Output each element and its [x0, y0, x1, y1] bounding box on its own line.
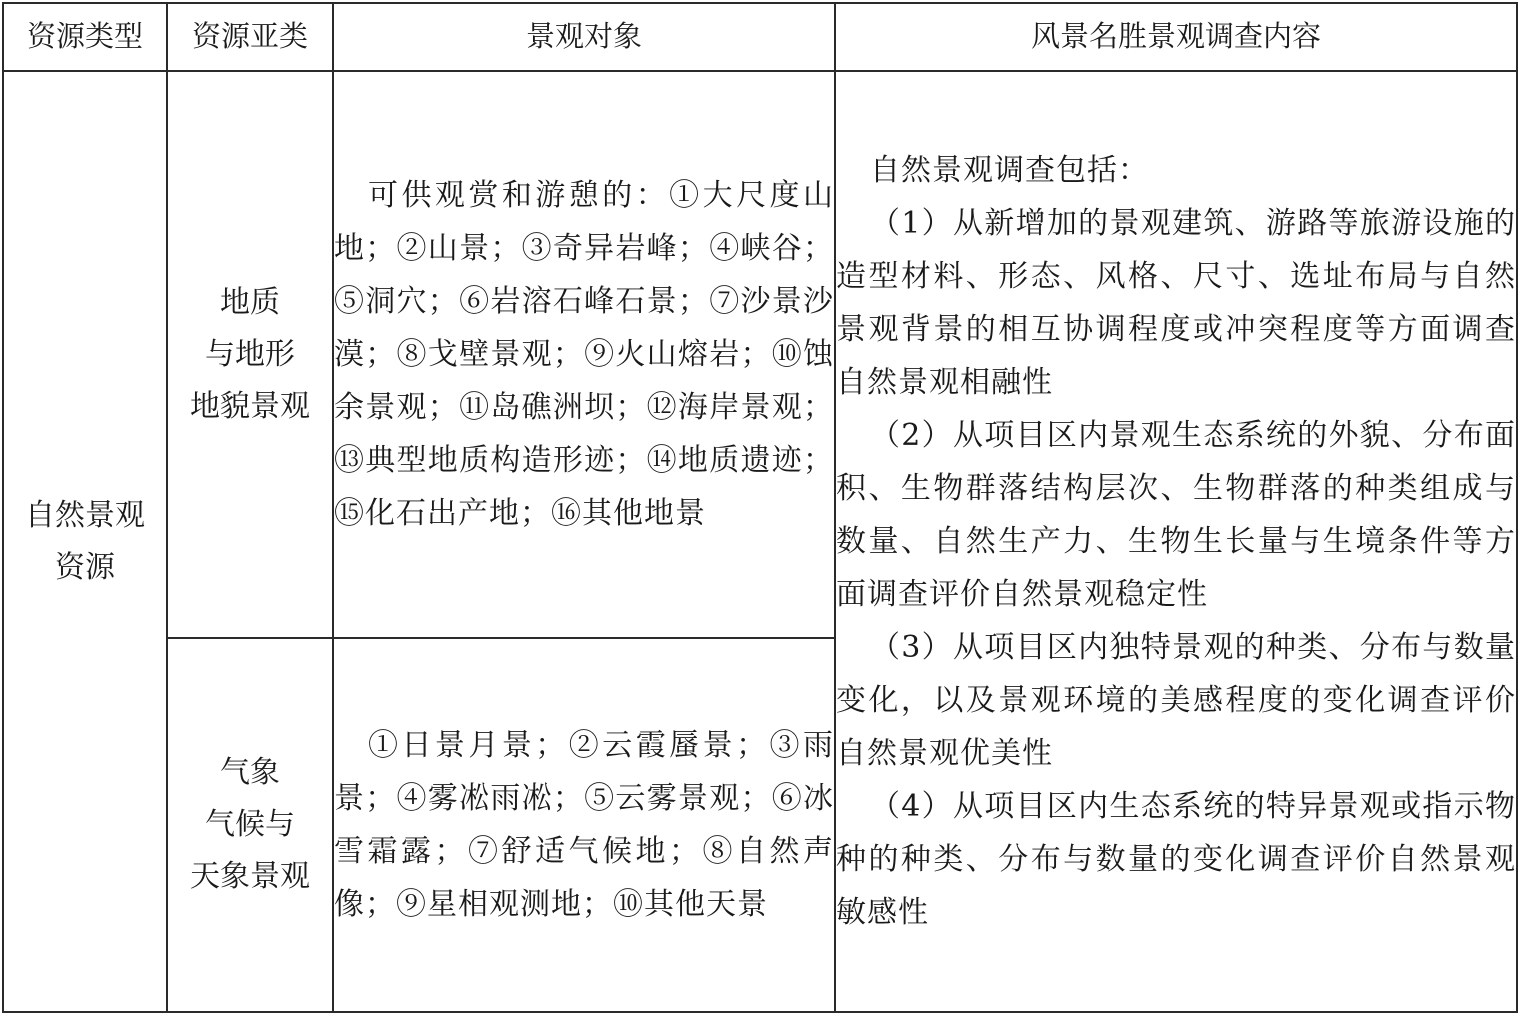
objects-weather-text: ①日景月景；②云霞蜃景；③雨景；④雾凇雨凇；⑤云雾景观；⑥冰雪霜露；⑦舒适气候地；⑧自然声像；⑨星相观测地；⑩其他天景	[334, 728, 834, 922]
subtype-weather-cell	[167, 638, 333, 1012]
resource-type-line: 资源	[55, 549, 115, 585]
subtype-label-line: 气象	[220, 755, 280, 790]
subtype-label-line: 与地形	[205, 336, 295, 372]
objects-geology-cell	[333, 71, 835, 638]
survey-content-cell	[835, 71, 1517, 1012]
survey-intro: 自然景观调查包括：	[870, 153, 1149, 188]
objects-geology-text: 可供观赏和游憩的：①大尺度山地；②山景；③奇异岩峰；④峡谷；⑤洞穴；⑥岩溶石峰石景；⑦沙景沙漠；⑧戈壁景观；⑨火山熔岩；⑩蚀余景观；⑪岛礁洲坝；⑫海岸景观；⑬典型地质构造形迹；⑭地质遗迹；⑮化石出产地；⑯其他地景	[334, 178, 834, 531]
survey-item-3: （3）从项目区内独特景观的种类、分布与数量变化，以及景观环境的美感程度的变化调查评价自然景观优美性	[836, 630, 1516, 771]
header-landscape-object: 景观对象	[333, 3, 835, 71]
header-survey-content: 风景名胜景观调查内容	[835, 3, 1517, 71]
table-header-row	[3, 3, 1517, 71]
table-row	[3, 71, 1517, 638]
resource-type-cell	[3, 71, 167, 1012]
resource-type-line: 自然景观	[25, 497, 145, 533]
subtype-label-line: 气候与	[205, 807, 295, 842]
subtype-geology-cell	[167, 71, 333, 638]
objects-weather-cell	[333, 638, 835, 1012]
survey-item-1: （1）从新增加的景观建筑、游路等旅游设施的造型材料、形态、风格、尺寸、选址布局与自然景观背景的相互协调程度或冲突程度等方面调查自然景观相融性	[836, 206, 1516, 400]
survey-item-4: （4）从项目区内生态系统的特异景观或指示物种的种类、分布与数量的变化调查评价自然景观敏感性	[836, 789, 1516, 930]
subtype-label-line: 天象景观	[190, 859, 310, 894]
subtype-label-line: 地貌景观	[190, 388, 310, 424]
header-resource-subtype: 资源亚类	[167, 3, 333, 71]
resource-table	[2, 2, 1518, 1013]
header-resource-type: 资源类型	[3, 3, 167, 71]
subtype-label-line: 地质	[220, 284, 280, 320]
survey-item-2: （2）从项目区内景观生态系统的外貌、分布面积、生物群落结构层次、生物群落的种类组成与数量、自然生产力、生物生长量与生境条件等方面调查评价自然景观稳定性	[836, 418, 1516, 612]
